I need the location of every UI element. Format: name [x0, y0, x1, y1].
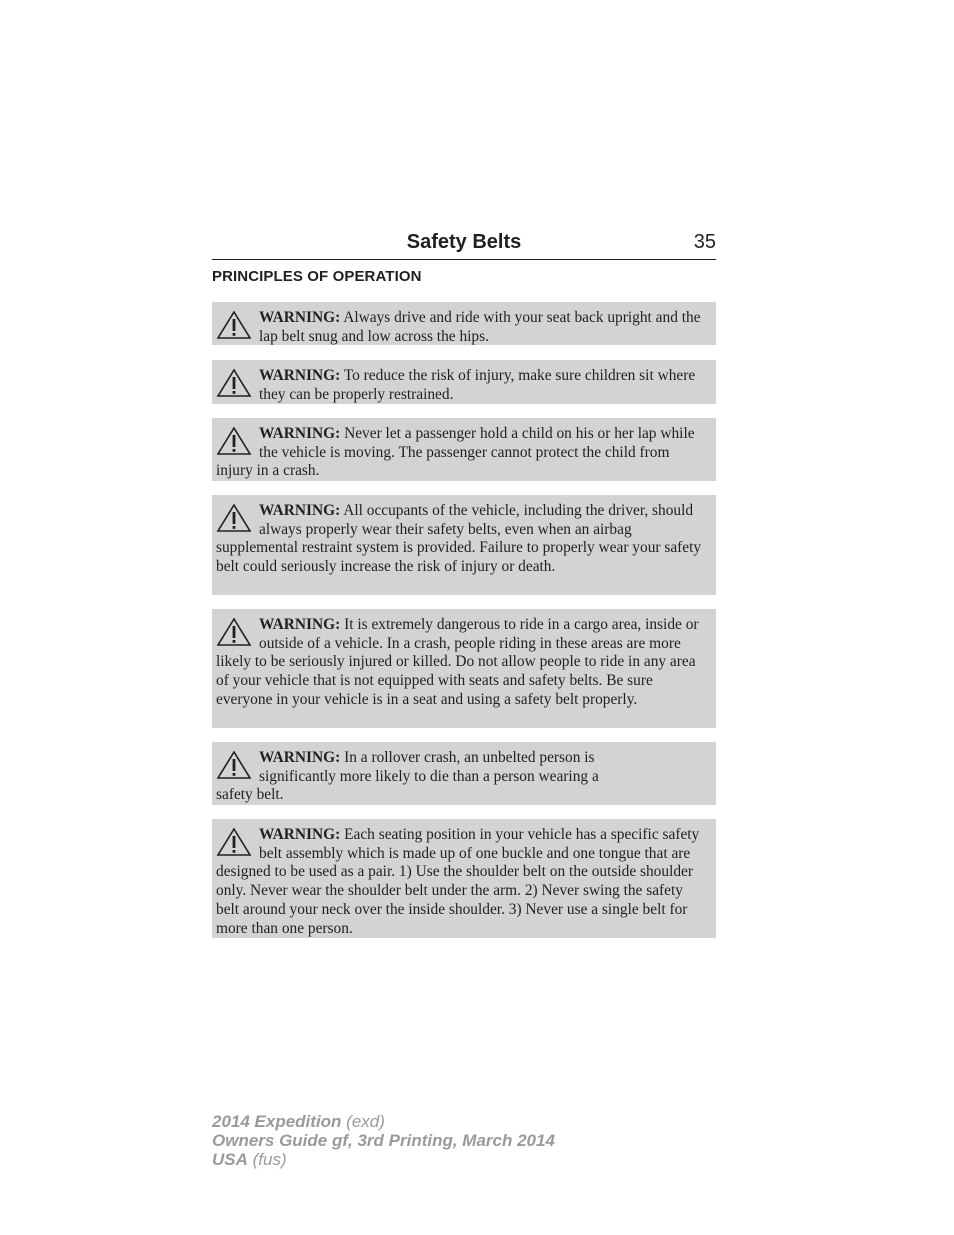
- warning-triangle-icon: [216, 827, 252, 857]
- warning-triangle-icon: [216, 368, 252, 398]
- warning-triangle-icon: [216, 426, 252, 456]
- warning-text: WARNING: In a rollover crash, an unbelted person is significantly more likely to die than a person wearing a safety belt.: [216, 749, 599, 804]
- warning-triangle-icon: [216, 617, 252, 647]
- warning-box: [212, 418, 716, 481]
- warning-text: WARNING: It is extremely dangerous to ride in a cargo area, inside or outside of a vehicle. In a crash, people riding in these areas are more likely to be seriously injured or killed. Do not allow people to ride in any area of your vehicle that is not equipped with seats and safety belts. Be sure everyone in your vehicle is in a seat and using a safety belt properly.: [216, 616, 699, 708]
- footer-model-line: 2014 Expedition (exd): [212, 1112, 385, 1131]
- page-title: Safety Belts: [406, 231, 522, 253]
- warning-triangle-icon: [216, 503, 252, 533]
- warning-box: [212, 360, 716, 404]
- warning-triangle-icon: [216, 750, 252, 780]
- warning-box: [212, 495, 716, 595]
- warning-box: [212, 819, 716, 938]
- warning-box: [212, 609, 716, 728]
- warning-box: [212, 302, 716, 345]
- footer-region-line: USA (fus): [212, 1150, 287, 1169]
- page-header: [212, 228, 716, 260]
- warning-box: [212, 742, 716, 805]
- warning-text: WARNING: Never let a passenger hold a child on his or her lap while the vehicle is moving. The passenger cannot protect the child from injury in a crash.: [216, 425, 695, 480]
- warning-text: WARNING: To reduce the risk of injury, make sure children sit where they can be properly restrained.: [259, 367, 696, 403]
- warning-text: WARNING: All occupants of the vehicle, including the driver, should always properly wear their safety belts, even when an airbag supplemental restraint system is provided. Failure to properly wear your safety belt could seriously increase the risk of injury or death.: [216, 502, 702, 576]
- section-heading: PRINCIPLES OF OPERATION: [212, 268, 422, 285]
- page-number: 35: [693, 231, 716, 253]
- footer-guide-line: Owners Guide gf, 3rd Printing, March 2014: [212, 1131, 555, 1150]
- warning-text: WARNING: Each seating position in your vehicle has a specific safety belt assembly which is made up of one buckle and one tongue that are designed to be used as a pair. 1) Use the shoulder belt on the outside shoulder only. Never wear the shoulder belt under the arm. 2) Never swing the safety belt around your neck over the inside shoulder. 3) Never use a single belt for more than one person.: [216, 826, 700, 937]
- warning-triangle-icon: [216, 310, 252, 340]
- warning-text: WARNING: Always drive and ride with your seat back upright and the lap belt snug and low across the hips.: [259, 309, 701, 345]
- page-footer: [212, 1112, 555, 1169]
